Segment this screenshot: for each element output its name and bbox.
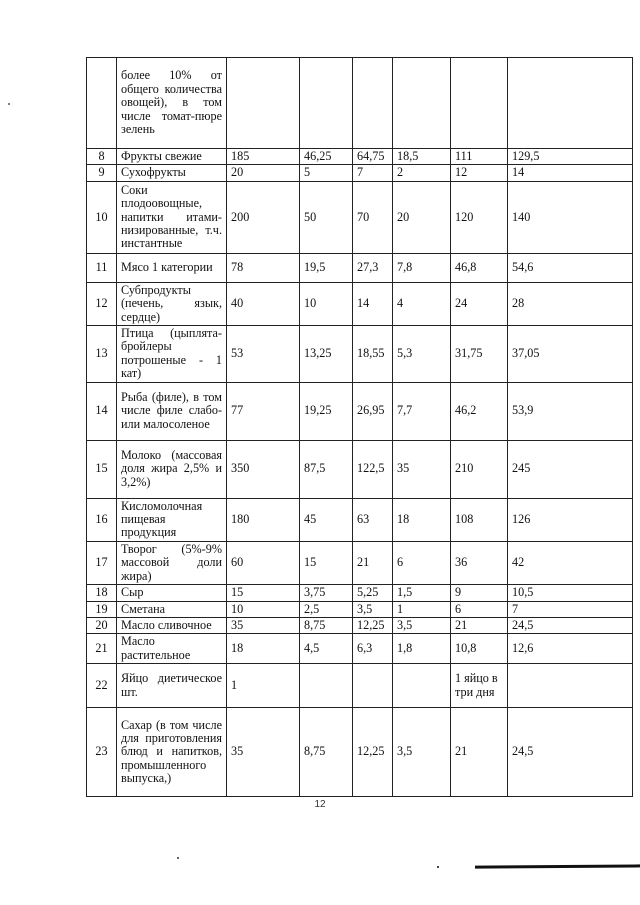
scan-edge-line xyxy=(475,864,640,868)
table-row xyxy=(87,708,633,797)
value-cell: 126 xyxy=(508,498,633,541)
value-cell: 350 xyxy=(227,440,300,498)
row-number: 8 xyxy=(87,149,117,165)
product-name: Птица (цыплята-бройлеры потрошеные - 1 кат) xyxy=(117,326,227,383)
value-cell: 14 xyxy=(353,282,393,325)
value-cell xyxy=(300,664,353,708)
value-cell: 180 xyxy=(227,498,300,541)
table-row xyxy=(87,58,633,149)
value-cell: 50 xyxy=(300,181,353,253)
value-cell: 46,8 xyxy=(451,253,508,282)
value-cell: 21 xyxy=(451,708,508,797)
value-cell: 24,5 xyxy=(508,617,633,633)
table-row xyxy=(87,253,633,282)
value-cell: 129,5 xyxy=(508,149,633,165)
value-cell: 45 xyxy=(300,498,353,541)
table-row xyxy=(87,165,633,181)
value-cell: 24,5 xyxy=(508,708,633,797)
product-name: Субпродукты (печень, язык, сердце) xyxy=(117,282,227,325)
table-row xyxy=(87,601,633,617)
scan-speck xyxy=(177,857,179,859)
value-cell: 24 xyxy=(451,282,508,325)
value-cell: 28 xyxy=(508,282,633,325)
value-cell: 6 xyxy=(393,541,451,584)
value-cell: 35 xyxy=(393,440,451,498)
value-cell: 10,8 xyxy=(451,634,508,664)
value-cell: 20 xyxy=(227,165,300,181)
value-cell: 15 xyxy=(300,541,353,584)
value-cell: 111 xyxy=(451,149,508,165)
value-cell xyxy=(353,58,393,149)
value-cell: 15 xyxy=(227,585,300,601)
row-number: 16 xyxy=(87,498,117,541)
row-number: 13 xyxy=(87,326,117,383)
value-cell: 8,75 xyxy=(300,617,353,633)
value-cell: 53 xyxy=(227,326,300,383)
value-cell xyxy=(353,664,393,708)
value-cell: 245 xyxy=(508,440,633,498)
product-name: Сыр xyxy=(117,585,227,601)
product-name: Молоко (массовая доля жира 2,5% и 3,2%) xyxy=(117,440,227,498)
scan-speck xyxy=(8,103,10,105)
value-cell: 6 xyxy=(451,601,508,617)
row-number: 20 xyxy=(87,617,117,633)
product-name: Сухофрукты xyxy=(117,165,227,181)
value-cell: 1 xyxy=(227,664,300,708)
value-cell: 12,25 xyxy=(353,617,393,633)
row-number: 9 xyxy=(87,165,117,181)
value-cell xyxy=(227,58,300,149)
value-cell: 1 xyxy=(393,601,451,617)
product-name: Масло сливочное xyxy=(117,617,227,633)
value-cell: 53,9 xyxy=(508,382,633,440)
value-cell: 185 xyxy=(227,149,300,165)
row-number: 17 xyxy=(87,541,117,584)
value-cell: 12 xyxy=(451,165,508,181)
value-cell: 12,6 xyxy=(508,634,633,664)
value-cell: 1 яйцо в три дня xyxy=(451,664,508,708)
value-cell: 1,5 xyxy=(393,585,451,601)
row-number: 11 xyxy=(87,253,117,282)
value-cell xyxy=(451,58,508,149)
row-number: 18 xyxy=(87,585,117,601)
value-cell: 3,5 xyxy=(393,708,451,797)
value-cell: 54,6 xyxy=(508,253,633,282)
value-cell: 35 xyxy=(227,617,300,633)
value-cell: 10 xyxy=(300,282,353,325)
value-cell: 70 xyxy=(353,181,393,253)
value-cell: 5,3 xyxy=(393,326,451,383)
value-cell: 42 xyxy=(508,541,633,584)
value-cell: 5,25 xyxy=(353,585,393,601)
value-cell: 60 xyxy=(227,541,300,584)
row-number: 10 xyxy=(87,181,117,253)
value-cell: 7,8 xyxy=(393,253,451,282)
value-cell: 18 xyxy=(393,498,451,541)
product-name: Фрукты свежие xyxy=(117,149,227,165)
table-row xyxy=(87,617,633,633)
value-cell: 31,75 xyxy=(451,326,508,383)
row-number: 14 xyxy=(87,382,117,440)
food-norms-table xyxy=(86,57,633,797)
value-cell: 10,5 xyxy=(508,585,633,601)
table-row xyxy=(87,382,633,440)
value-cell: 10 xyxy=(227,601,300,617)
value-cell: 122,5 xyxy=(353,440,393,498)
value-cell: 78 xyxy=(227,253,300,282)
product-name: Мясо 1 категории xyxy=(117,253,227,282)
value-cell: 46,2 xyxy=(451,382,508,440)
value-cell: 18 xyxy=(227,634,300,664)
table-row xyxy=(87,664,633,708)
table-row xyxy=(87,440,633,498)
product-name: Яйцо диетическое шт. xyxy=(117,664,227,708)
product-name: Кисломолочная пищевая продукция xyxy=(117,498,227,541)
value-cell: 87,5 xyxy=(300,440,353,498)
value-cell: 27,3 xyxy=(353,253,393,282)
value-cell xyxy=(393,58,451,149)
value-cell xyxy=(300,58,353,149)
value-cell: 21 xyxy=(451,617,508,633)
value-cell: 20 xyxy=(393,181,451,253)
product-name: Творог (5%-9% массовой доли жира) xyxy=(117,541,227,584)
value-cell: 14 xyxy=(508,165,633,181)
value-cell: 36 xyxy=(451,541,508,584)
row-number: 22 xyxy=(87,664,117,708)
value-cell: 5 xyxy=(300,165,353,181)
product-name: Масло растительное xyxy=(117,634,227,664)
value-cell xyxy=(393,664,451,708)
value-cell: 3,5 xyxy=(353,601,393,617)
value-cell xyxy=(508,58,633,149)
value-cell: 2 xyxy=(393,165,451,181)
product-name: Соки плодоовощные, напитки итами-низированные, т.ч. инстантные xyxy=(117,181,227,253)
table-row xyxy=(87,181,633,253)
table-row xyxy=(87,326,633,383)
value-cell: 7,7 xyxy=(393,382,451,440)
row-number xyxy=(87,58,117,149)
table-row xyxy=(87,585,633,601)
page-number: 12 xyxy=(314,799,326,810)
value-cell: 63 xyxy=(353,498,393,541)
value-cell: 140 xyxy=(508,181,633,253)
value-cell: 108 xyxy=(451,498,508,541)
row-number: 12 xyxy=(87,282,117,325)
value-cell: 3,75 xyxy=(300,585,353,601)
value-cell: 35 xyxy=(227,708,300,797)
value-cell: 46,25 xyxy=(300,149,353,165)
value-cell: 19,5 xyxy=(300,253,353,282)
value-cell: 18,55 xyxy=(353,326,393,383)
value-cell: 12,25 xyxy=(353,708,393,797)
value-cell: 200 xyxy=(227,181,300,253)
table-row xyxy=(87,149,633,165)
value-cell xyxy=(508,664,633,708)
value-cell: 37,05 xyxy=(508,326,633,383)
value-cell: 8,75 xyxy=(300,708,353,797)
product-name: Сметана xyxy=(117,601,227,617)
value-cell: 9 xyxy=(451,585,508,601)
value-cell: 210 xyxy=(451,440,508,498)
value-cell: 3,5 xyxy=(393,617,451,633)
value-cell: 4,5 xyxy=(300,634,353,664)
table-row xyxy=(87,282,633,325)
table-row xyxy=(87,541,633,584)
value-cell: 120 xyxy=(451,181,508,253)
value-cell: 7 xyxy=(508,601,633,617)
value-cell: 4 xyxy=(393,282,451,325)
row-number: 19 xyxy=(87,601,117,617)
value-cell: 1,8 xyxy=(393,634,451,664)
value-cell: 77 xyxy=(227,382,300,440)
scan-speck xyxy=(437,866,439,868)
value-cell: 26,95 xyxy=(353,382,393,440)
row-number: 21 xyxy=(87,634,117,664)
table-row xyxy=(87,634,633,664)
row-number: 23 xyxy=(87,708,117,797)
value-cell: 40 xyxy=(227,282,300,325)
value-cell: 13,25 xyxy=(300,326,353,383)
table-row xyxy=(87,498,633,541)
value-cell: 6,3 xyxy=(353,634,393,664)
row-number: 15 xyxy=(87,440,117,498)
value-cell: 64,75 xyxy=(353,149,393,165)
value-cell: 21 xyxy=(353,541,393,584)
value-cell: 18,5 xyxy=(393,149,451,165)
product-name: Сахар (в том числе для приготовления блюд и напитков, промышленного выпуска,) xyxy=(117,708,227,797)
value-cell: 2,5 xyxy=(300,601,353,617)
product-name: Рыба (филе), в том числе филе слабо- или малосоленое xyxy=(117,382,227,440)
product-name: более 10% от общего количества овощей), в том числе томат-пюре зелень xyxy=(117,58,227,149)
value-cell: 7 xyxy=(353,165,393,181)
value-cell: 19,25 xyxy=(300,382,353,440)
